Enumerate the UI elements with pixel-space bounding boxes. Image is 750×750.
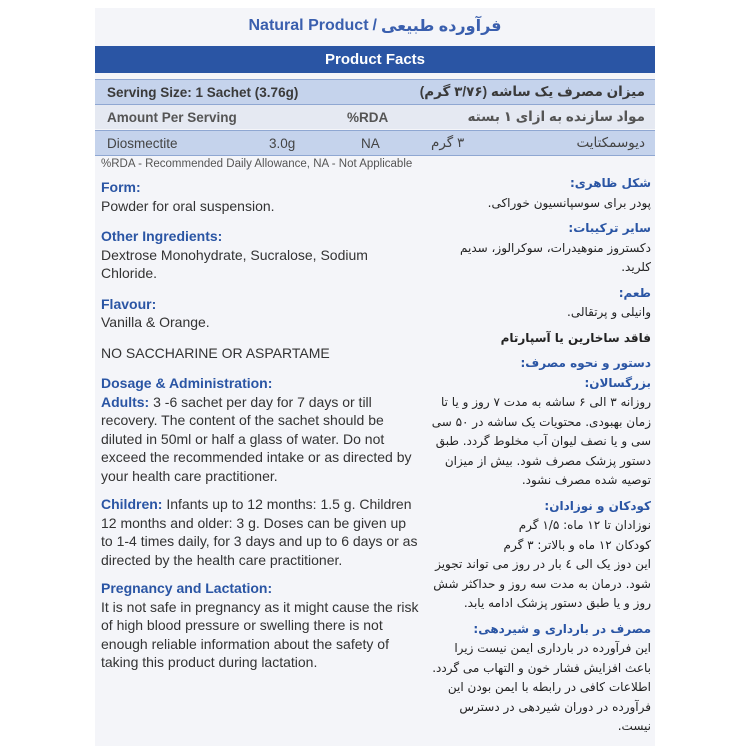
adults-text-fa: روزانه ۳ الی ۶ ساشه به مدت ۷ روز و یا تا زمان بهبودی. محتویات یک ساشه در ۵۰ سی سی و یا نصف لیوان آب مخلوط گردد. طبق دستور پزشک مصرف شود. بیش از میزان توصیه شده مصرف نشود.: [431, 395, 651, 487]
header-english: Natural Product: [248, 17, 369, 34]
other-ingredients-text: Dextrose Monohydrate, Sucralose, Sodium Chloride.: [101, 246, 368, 281]
children-heading-fa: کودکان و نوزادان:: [544, 498, 651, 513]
other-ingredients-text-fa: دکستروز منوهیدرات، سوکرالوز، سدیم کلرید.: [460, 240, 651, 274]
children-line1-fa: نوزادان تا ۱۲ ماه: ۱/۵ گرم: [518, 518, 651, 532]
rda-header: %RDA: [347, 109, 389, 125]
form-heading-fa: شکل ظاهری:: [569, 176, 651, 190]
pregnancy-text-fa: این فرآورده در بارداری ایمن نیست زیرا باعث افزایش فشار خون و التهاب می گردد. اطلاعات کافی در رابطه با ایمن بودن این فرآورده در دوران شیردهی در دسترس نیست.: [432, 641, 651, 733]
ingredient-rda: NA: [361, 135, 380, 151]
amount-per-serving-en: Amount Per Serving: [107, 109, 237, 125]
adults-label-fa: بزرگسالان:: [584, 375, 651, 390]
flavour-text: Vanilla & Orange.: [101, 314, 210, 330]
form-heading: Form:: [101, 179, 141, 195]
adults-text: 3 -6 sachet per day for 7 days or till recovery. The content of the sachet should be diluted in 50ml or half a glass of water. Do not exceed the recommended intake or as directed by your health care practitioner.: [101, 393, 412, 484]
ingredient-name-fa: دیوسمکتایت: [576, 135, 645, 150]
ingredient-name-en: Diosmectite: [107, 135, 178, 151]
rda-footnote: %RDA - Recommended Daily Allowance, NA - Not Applicable: [101, 158, 413, 170]
header-persian: فرآورده طبیعی: [380, 18, 502, 35]
serving-size-fa: میزان مصرف یک ساشه (۳/۷۶ گرم): [419, 84, 645, 99]
pregnancy-text: It is not safe in pregnancy as it might cause the risk of high blood pressure or swelling there is not enough reliable information about the safety of taking this product during lactation.: [101, 598, 419, 670]
no-saccharine-text-fa: فاقد ساخارین یا آسپارتام: [500, 330, 651, 345]
other-ingredients-heading: Other Ingredients:: [101, 228, 223, 244]
amount-per-serving-row: [95, 105, 655, 129]
children-line3-fa: این دوز یک الی ٤ بار در روز می تواند تجویز شود. درمان به مدت سه روز و حداکثر شش روز و یا طبق دستور پزشک ادامه یابد.: [433, 557, 651, 610]
children-text: Infants up to 12 months: 1.5 g. Children 12 months and older: 3 g. Doses can be given up to 1-4 times daily, for 3 days and up to 6 days or as directed by the health care practitioner.: [101, 496, 418, 568]
label-panel: [95, 8, 655, 746]
other-ingredients-heading-fa: سایر ترکیبات:: [568, 221, 651, 235]
children-paragraph: [101, 495, 419, 569]
serving-size-row: [95, 79, 655, 105]
header-separator: /: [372, 17, 377, 34]
amount-per-serving-fa: مواد سازنده به ازای ۱ بسته: [467, 109, 645, 124]
ingredient-quantity-fa: ۳ گرم: [431, 135, 465, 150]
pregnancy-heading-fa: مصرف در بارداری و شیردهی:: [473, 621, 651, 636]
no-saccharine-text: NO SACCHARINE OR ASPARTAME: [101, 344, 330, 361]
dosage-heading: Dosage & Administration:: [101, 375, 273, 391]
adults-paragraph: [101, 393, 419, 486]
children-line2-fa: کودکان ۱۲ ماه و بالاتر: ۳ گرم: [503, 537, 651, 552]
flavour-text-fa: وانیلی و پرتقالی.: [567, 305, 651, 319]
flavour-heading: Flavour:: [101, 295, 157, 312]
form-text-fa: پودر برای سوسپانسیون خوراکی.: [487, 195, 651, 210]
product-type-header: [95, 8, 655, 44]
product-facts-title: Product Facts: [95, 46, 655, 73]
ingredient-row: [95, 130, 655, 156]
flavour-heading-fa: طعم:: [618, 285, 651, 300]
form-text: Powder for oral suspension.: [101, 197, 275, 214]
serving-size-en: Serving Size: 1 Sachet (3.76g): [107, 84, 299, 100]
adults-label: Adults:: [101, 393, 150, 410]
pregnancy-heading: Pregnancy and Lactation:: [101, 580, 273, 596]
english-column: [101, 178, 419, 672]
dosage-heading-fa: دستور و نحوه مصرف:: [520, 356, 651, 370]
ingredient-quantity: 3.0g: [269, 135, 296, 151]
children-label: Children:: [101, 496, 163, 512]
persian-column: [429, 174, 651, 737]
